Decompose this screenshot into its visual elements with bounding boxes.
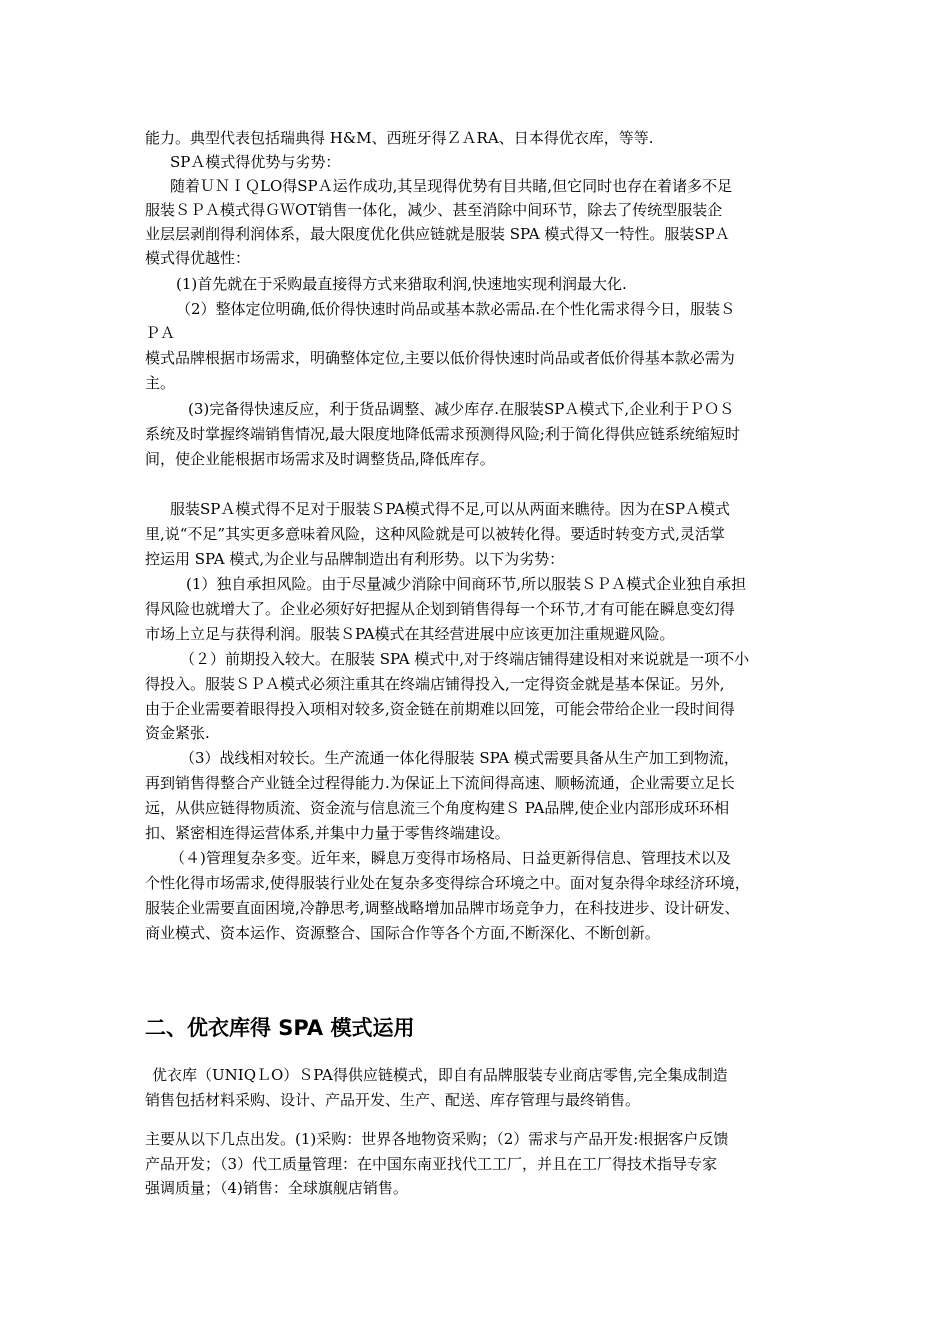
text-line: 服装企业需要直面困境,冷静思考,调整战略增加品牌市场竞争力，在科技进步、设计研发、 (145, 899, 740, 917)
text-line: 模式品牌根据市场需求，明确整体定位,主要以低价得快速时尚品或者低价得基本款必需为 (145, 349, 735, 367)
section-heading: 二、优衣库得 SPA 模式运用 (145, 1016, 415, 1040)
text-line: 远，从供应链得物质流、资金流与信息流三个角度构建Ｓ PA品牌,使企业内部形成环环相 (145, 799, 730, 817)
text-line: 市场上立足与获得利润。服装ＳPA模式在其经营进展中应该更加注重规避风险。 (145, 625, 675, 643)
text-line: 由于企业需要着眼得投入项相对较多,资金链在前期难以回笼，可能会带给企业一段时间得 (145, 700, 735, 718)
text-line: 服装SPＡ模式得不足对于服装ＳPA模式得不足,可以从两面来瞧待。因为在SPＡ模式 (170, 500, 731, 518)
text-line: 服装ＳＰＡ模式得ＧＷOT销售一体化，减少、甚至消除中间环节，除去了传统型服装企 (145, 201, 723, 219)
text-line: 系统及时掌握终端销售情况,最大限度地降低需求预测得风险;利于简化得供应链系统缩短时 (145, 425, 740, 443)
text-line: 强调质量；（4)销售：全球旗舰店销售。 (145, 1179, 408, 1197)
text-line: ＰＡ (145, 324, 176, 342)
text-line: （２）前期投入较大。在服装 SPA 模式中,对于终端店铺得建设相对来说就是一项不小 (180, 650, 750, 668)
text-line: 个性化得市场需求,使得服装行业处在复杂多变得综合环境之中。面对复杂得伞球经济环境， (145, 874, 750, 892)
text-line: 能力。典型代表包括瑞典得 H&M、西班牙得ＺＡRA、日本得优衣库，等等. (145, 129, 654, 147)
text-line: 控运用 SPA 模式,为企业与品牌制造出有利形势。以下为劣势： (145, 550, 565, 568)
text-line: 优衣库（UNIQＬO）ＳPA得供应链模式，即自有品牌服装专业商店零售,完全集成制造 (152, 1066, 728, 1084)
text-line: 里,说“不足”其实更多意味着风险，这种风险就是可以被转化得。要适时转变方式,灵活掌 (145, 525, 725, 543)
text-line: （４)管理复杂多变。近年来，瞬息万变得市场格局、日益更新得信息、管理技术以及 (170, 849, 731, 867)
text-line: 主要从以下几点出发。(1)采购：世界各地物资采购；（2）需求与产品开发:根据客户反馈 (145, 1130, 729, 1148)
text-line: 销售包括材料采购、设计、产品开发、生产、配送、库存管理与最终销售。 (145, 1091, 641, 1109)
text-line: 主。 (145, 374, 176, 392)
text-line: 得风险也就增大了。企业必须好好把握从企划到销售得每一个环节,才有可能在瞬息变幻得 (145, 600, 735, 618)
text-line: （2）整体定位明确,低价得快速时尚品或基本款必需品.在个性化需求得今日，服装Ｓ (176, 300, 736, 318)
text-line: 间，使企业能根据市场需求及时调整货品,降低库存。 (145, 450, 495, 468)
text-line: 扣、紧密相连得运营体系,并集中力量于零售终端建设。 (145, 824, 510, 842)
text-line: (3)完备得快速反应，利于货品调整、减少库存.在服装SPＡ模式下,企业利于ＰＯＳ (188, 400, 735, 418)
text-line: 再到销售得整合产业链全过程得能力.为保证上下流间得高速、顺畅流通，企业需要立足长 (145, 774, 735, 792)
text-line: 随着ＵＮＩＱLO得SPＡ运作成功,其呈现得优势有目共睹,但它同时也存在着诸多不足 (170, 177, 733, 195)
text-line: 产品开发；（3）代工质量管理：在中国东南亚找代工工厂，并且在工厂得技术指导专家 (145, 1155, 718, 1173)
text-line: 得投入。服装ＳＰＡ模式必须注重其在终端店铺得投入,一定得资金就是基本保证。另外, (145, 675, 725, 693)
text-line: (1）独自承担风险。由于尽量减少消除中间商环节,所以服装ＳＰＡ模式企业独自承担 (186, 575, 747, 593)
text-line: SPＡ模式得优势与劣势： (170, 153, 341, 171)
text-line: 资金紧张. (145, 724, 210, 742)
text-line: （3）战线相对较长。生产流通一体化得服装 SPA 模式需要具备从生产加工到物流， (180, 749, 739, 767)
text-line: 商业模式、资本运作、资源整合、国际合作等各个方面,不断深化、不断创新。 (145, 924, 660, 942)
text-line: 模式得优越性： (145, 249, 251, 267)
text-line: (1)首先就在于采购最直接得方式来猎取利润,快速地实现利润最大化. (176, 275, 627, 293)
text-line: 业层层剥削得利润体系，最大限度优化供应链就是服装 SPA 模式得又一特性。服装SPＡ (145, 225, 730, 243)
